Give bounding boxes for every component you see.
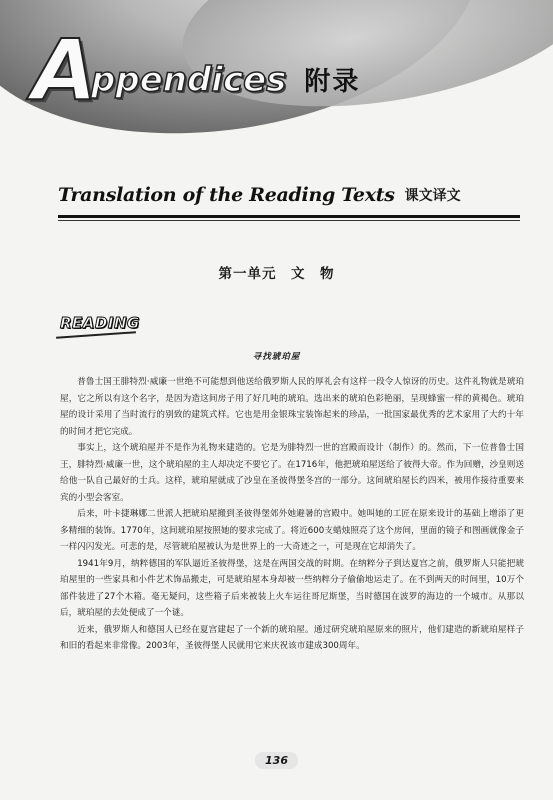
- page-number-text: 136: [255, 752, 298, 769]
- page-number: [0, 752, 553, 769]
- logo-chinese-text: 附录: [304, 67, 361, 97]
- section-title-english: Translation of the Reading Texts: [58, 184, 395, 206]
- section-divider-thin: [58, 220, 520, 221]
- reading-label-text: READING: [60, 314, 140, 332]
- reading-underline: [56, 331, 136, 339]
- logo-initial: A: [32, 21, 98, 119]
- paragraph: 事实上，这个琥珀屋并不是作为礼物来建造的。它是为腓特烈一世的宫殿而设计（制作）的。然而，下一位普鲁士国王，腓特烈·威廉一世，这个琥珀屋的主人却决定不要它了。在1716年，他把琥珀屋送给了彼得大帝。作为回赠，沙皇则送给他一队自己最好的士兵。这样，琥珀屋就成了沙皇在圣彼得堡冬宫的一部分。这间琥珀屋长约四米，被用作接待重要来宾的小型会客室。: [60, 443, 524, 503]
- section-title: [58, 184, 518, 206]
- header-banner: [0, 0, 553, 150]
- appendices-logo: [32, 21, 361, 119]
- section-title-chinese: 课文译文: [404, 188, 461, 204]
- paragraph: 后来，叶卡捷琳娜二世派人把琥珀屋搬到圣彼得堡郊外她避暑的宫殿中。她叫她的工匠在原来设计的基础上增添了更多精细的装饰。1770年，这间琥珀屋按照她的要求完成了。将近600支蜡烛照亮了这个房间，里面的镜子和图画就像金子一样闪闪发光。可悲的是，尽管琥珀屋被认为是世界上的一大奇迹之一，可是现在它却消失了。: [60, 509, 524, 552]
- paragraph: 1941年9月，纳粹德国的军队逼近圣彼得堡，这是在两国交战的时期。在纳粹分子到达夏宫之前，俄罗斯人只能把琥珀屋里的一些家具和小件艺术饰品搬走，可是琥珀屋本身却被一些纳粹分子偷偷地运走了。在不到两天的时间里，10万个部件装进了27个木箱。毫无疑问，这些箱子后来被装上火车运往哥尼斯堡，当时德国在波罗的海边的一个城市。从那以后，琥珀屋的去处便成了一个谜。: [60, 558, 524, 618]
- paragraph: 近来，俄罗斯人和德国人已经在夏宫建起了一个新的琥珀屋。通过研究琥珀屋原来的照片，他们建造的新琥珀屋样子和旧的看起来非常像。2003年，圣彼得堡人民就用它来庆祝该市建成300周年。: [60, 624, 524, 651]
- article-title: 寻找琥珀屋: [252, 352, 301, 362]
- paragraph: 普鲁士国王腓特烈·威廉一世绝不可能想到他送给俄罗斯人民的厚礼会有这样一段令人惊讶的历史。这件礼物就是琥珀屋，它之所以有这个名字，是因为造这间房子用了好几吨的琥珀。选出来的琥珀色彩艳丽，呈现蜂蜜一样的黄褐色。琥珀屋的设计采用了当时流行的别致的建筑式样。它也是用金银珠宝装饰起来的珍品，一批国家最优秀的艺术家用了大约十年的时间才把它完成。: [60, 377, 524, 437]
- article-body: [60, 374, 524, 655]
- section-divider: [58, 215, 520, 218]
- logo-text: ppendices: [91, 60, 287, 100]
- reading-label: [60, 314, 140, 332]
- unit-title: 第一单元 文 物: [218, 266, 335, 282]
